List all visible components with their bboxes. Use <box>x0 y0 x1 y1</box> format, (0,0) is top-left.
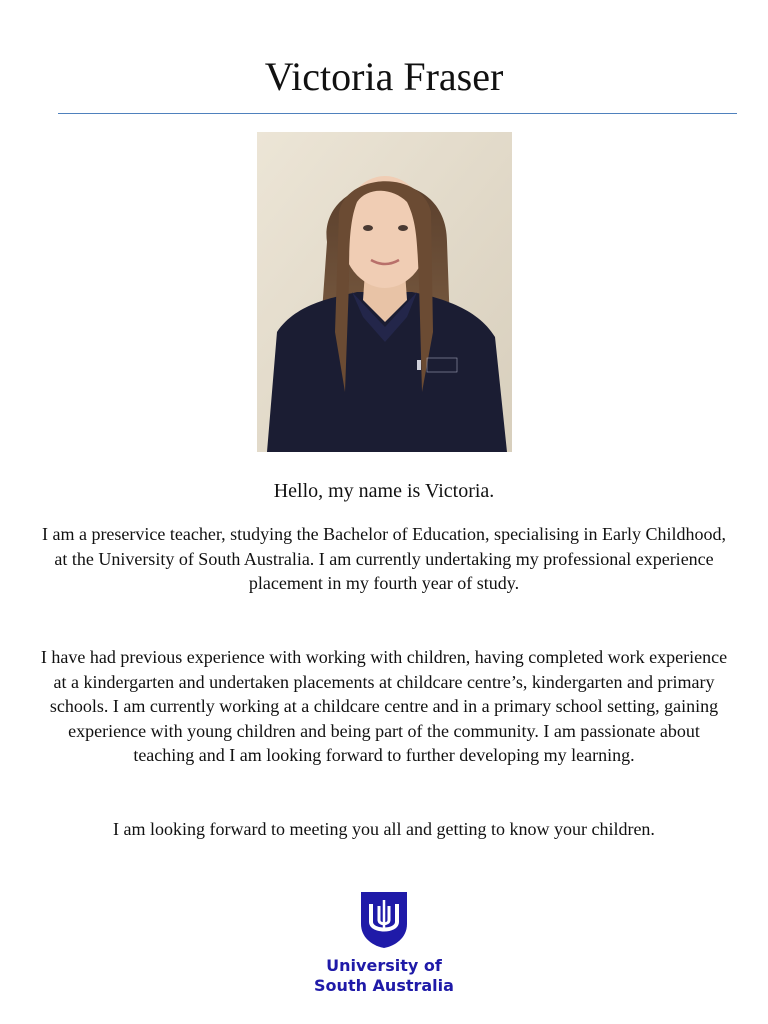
university-shield-logo-icon <box>359 890 409 950</box>
university-logo <box>300 890 468 1002</box>
title-divider <box>58 113 737 114</box>
greeting-text: Hello, my name is Victoria. <box>273 480 495 502</box>
paragraph-experience: I have had previous experience with working with children, having completed work experience at a kindergarten and undertaken placements at childcare centre’s, kindergarten and primary schools. I am currently working at a childcare centre and in a primary school setting, gaining experience with young children and being part of the community. I am passionate about teaching and I am looking forward to further developing my learning. <box>40 647 728 765</box>
page-title: Victoria Fraser <box>264 54 504 99</box>
portrait-photo <box>257 132 512 452</box>
university-name-line-1: University of <box>326 956 442 975</box>
paragraph-intro: I am a preservice teacher, studying the Bachelor of Education, specialising in Early Childhood, at the University of South Australia. I am currently undertaking my professional experience placement in my fourth year of study. <box>41 524 727 593</box>
university-name <box>300 956 468 996</box>
university-name-line-2: South Australia <box>314 976 454 995</box>
paragraph-closing: I am looking forward to meeting you all and getting to know your children. <box>113 819 655 839</box>
